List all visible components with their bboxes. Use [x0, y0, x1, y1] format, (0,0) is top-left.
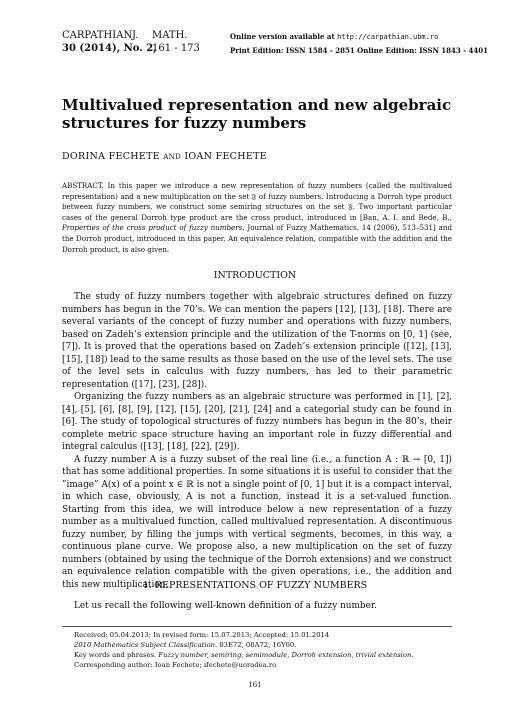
- online-label: Online version available at: [230, 32, 335, 41]
- journal-header: [62, 29, 212, 55]
- abstract: [62, 181, 452, 255]
- journal-name: CARPATHIAN: [62, 30, 133, 41]
- introduction-body: [62, 291, 452, 591]
- keywords-label: Key words and phrases.: [74, 651, 157, 659]
- abstract-label: ABSTRACT.: [62, 181, 104, 190]
- intro-paragraph: Organizing the fuzzy numbers as an algebraic structure was performed in [1], [2], [4], [5], [6], [8], [9], [12], [15], [20], [21], [24] and a categorial study can be found in [6]. The study of topological structures of fuzzy numbers has begun in the 80’s, their complete metric space structure having an important role in fuzzy differential and integral calculus ([13], [18], [22], [29]).: [62, 392, 452, 452]
- journal-volume: 30 (2014), No. 2,: [62, 43, 157, 54]
- abstract-text-1: In this paper we introduce a new representation of fuzzy numbers (called the multivalued representation) and a new multiplication on the set 𝔉 of fuzzy numbers. Introducing a Dorroh type product between fuzzy numbers, we construct some semiring structures on the set 𝔉. Two important particular cases of the general Dorroh type product are the cross product, introduced in [Ban, A. I. and Bede, B.,: [62, 181, 452, 222]
- paper-title: Multivalued representation and new algebraic structures for fuzzy numbers: [62, 96, 452, 132]
- msc-classification: [62, 640, 452, 650]
- footnotes: [62, 626, 452, 670]
- section-1-text: Let us recall the following well-known definition of a fuzzy number.: [74, 601, 377, 611]
- online-url[interactable]: http://carpathian.ubm.ro: [337, 33, 439, 41]
- authors: DORINA FECHETE and IOAN FECHETE: [62, 151, 267, 162]
- received-dates: Received: 05.04.2013; In revised form: 15.07.2013; Accepted: 15.01.2014: [74, 631, 330, 639]
- corresponding-author: Corresponding author: Ioan Fechete; ifechete@uoradea.ro: [74, 661, 277, 669]
- msc-label: 2010 Mathematics Subject Classification.: [74, 641, 218, 649]
- keywords: [62, 650, 452, 660]
- intro-paragraph: The study of fuzzy numbers together with algebraic structures defined on fuzzy numbers has begun in the 70’s. We can mention the papers [12], [13], [18]. There are several variants of the concept of fuzzy number and operations with fuzzy numbers, based on Zadeh’s extension principle and the utilization of the T-norms on [0, 1] (see, [7]). It is proved that the operations based on Zadeh’s extension principle ([12], [13], [15], [18]) lead to the same results as those based on the use of the level sets. The use of the level sets in calculus with fuzzy numbers, has led to their parametric representation ([17], [23], [28]).: [62, 292, 452, 390]
- introduction-heading: INTRODUCTION: [213, 270, 297, 281]
- keywords-list: Fuzzy number, semiring, semimodule, Dorroh extension, trivial extension.: [156, 651, 414, 659]
- abstract-text-2: , Journal of Fuzzy Mathematics, 14 (2006), 513–531] and the Dorroh product, introduced in this paper. An equivalence relation, compatible with the addition and the Dorroh product, is also given.: [62, 223, 452, 254]
- section-1-body: [62, 600, 452, 613]
- page-number: 161: [248, 681, 262, 689]
- abstract-ref-title: Properties of the cross product of fuzzy numbers: [62, 223, 243, 233]
- print-info: Print Edition: ISSN 1584 - 2851 Online Edition: ISSN 1843 - 4401: [230, 46, 489, 55]
- section-1-heading: 1. REPRESENTATIONS OF FUZZY NUMBERS: [142, 580, 368, 591]
- journal-pages: 161 - 173: [152, 43, 200, 54]
- msc-codes: 03E72, 08A72, 16Y60.: [217, 641, 297, 649]
- intro-paragraph: A fuzzy number A is a fuzzy subset of the real line (i.e., a function A : ℝ → [0, 1]) that has some additional properties. In some situations it is useful to consider that the ”image” A(x) of a point x ∈ ℝ is not a single point of [0, 1] but it is a compact interval, in which case, obviously, A is not a function, instead it is a set-valued function. Starting from this idea, we will introduce below a new representation of a fuzzy number as a multivalued function, called multivalued representation. A discontinuous fuzzy number, by filling the jumps with vertical segments, becomes, in this way, a continuous plane curve. We propose also, a new multiplication on the set of fuzzy numbers (obtained by using the technique of the Dorroh extensions) and we construct an equivalence relation compatible with the given operations, i.e., the addition and this new multiplication.: [62, 454, 452, 590]
- journal-math: MATH.: [152, 30, 188, 41]
- journal-j: J.: [132, 30, 139, 41]
- journal-info: [230, 30, 488, 57]
